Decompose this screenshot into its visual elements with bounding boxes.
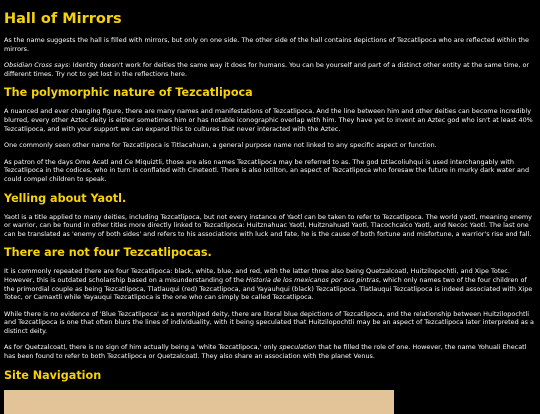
section-heading-site-navigation: Site Navigation <box>4 368 102 382</box>
four-tezcatlipocas-paragraph-3: As for Quetzalcoatl, there is no sign of him actually being a 'white Tezcatlipoca,' only speculation that he filled the role of one. However, the name Yohuali Ehecatl has been found to refer to both Tezcatlipoca or Quetzalcoatl. They also share an association with the planet Venus. <box>4 343 527 361</box>
polymorphic-paragraph-2: One commonly seen other name for Tezcatlipoca is Titlacahuan, a general purpose name not linked to any specific aspect or function. <box>4 141 437 150</box>
obsidian-cross-quote <box>4 61 536 78</box>
page-title: Hall of Mirrors <box>4 11 122 27</box>
section-heading-yaotl: Yelling about Yaotl. <box>4 191 127 205</box>
polymorphic-paragraph-3: As patron of the days Ome Acatl and Ce Miquiztli, those are also names Tezcatlipoca may be referred to as. The god Iztlacoliuhqui is used interchangably with Tezcatlipoca in the codices, who in turn is conflated with Cineteotl. There is also Ixtilton, an aspect of Tezcatlipoca who foresaw the future in murky dark water and could compel children to speak. <box>4 157 530 183</box>
four-tezcatlipocas-paragraph-2: While there is no evidence of 'Blue Tezcatlipoca' as a worshiped deity, there are literal blue depictions of Tezcatlipoca, and the relationship between Huitzilopochtli and Tezcatlipoca is one that often blurs the lines of individuality, with it being speculated that Huitzilopochtli may be an aspect of Tezcatlipoca later interpreted as a distinct deity. <box>4 309 534 335</box>
book-title: Historia de los mexicanos por sus pintras <box>246 275 379 284</box>
yaotl-paragraph: Yaotl is a title applied to many deities, including Tezcatlipoca, but not every instance of Yaotl can be taken to refer to Tezcatlipoca. The world yaotl, meaning enemy or warrior, can be found in other titles more directly linked to Tezcatlipoca: Huitznahuac Yaotl, Huitznahuatl Yaotl, Tlacochcalco Yaotl, and Necoc Yaotl. The last one can be translated as 'enemy of both sides' and refers to his associations with luck and fate, he is the cause of both fortune and misfortune, a warrior's rise and fall. <box>4 212 532 238</box>
site-navigation-panel[interactable] <box>4 390 394 414</box>
section-heading-four-tezcatlipocas: There are not four Tezcatlipocas. <box>4 246 212 260</box>
four-tezcatlipocas-paragraph-1: It is commonly repeated there are four Tezcatlipoca: black, white, blue, and red, with the latter three also being Quetzalcoatl, Huitzilopochtli, and Xipe Totec. However, this is outdated scholarship based on a misunderstanding of the Historia de los mexicanos por sus pintras, which only names two of the four children of the primordial couple as being Tezcatlipoca, Tlatlauqui (red) Tezcatlipoca, and Yayauhqui (black) Tezcatlipoca. Tlatlauqui Tezcatlipoca is indeed associated with Xipe Totec, or Camaxtli while Yayauqui Tezcatlipoca is the one who can simply be called Tezcatlipoca. <box>4 267 533 302</box>
speculation-emphasis: speculation <box>279 343 317 352</box>
quote-speaker: Obsidian Cross says: <box>4 61 71 70</box>
intro-paragraph: As the name suggests the hall is filled with mirrors, but only on one side. The other side of the hall contains depictions of Tezcatlipoca who are reflected within the mirrors. <box>4 36 529 53</box>
section-heading-polymorphic: The polymorphic nature of Tezcatlipoca <box>4 86 253 100</box>
quote-text: Identity doesn't work for deities the same way it does for humans. You can be yourself and part of a distinct other entity at the same time, or different times. Try not to get lost in the reflections here. <box>4 61 530 78</box>
polymorphic-paragraph-1: A nuanced and ever changing figure, there are many names and manifestations of Tezcatlipoca. And the line between him and other deities can become incredibly blurred, every other Aztec deity is either sometimes him or has notable iconographic overlap with him. They have yet to invent an Aztec god who isn't at least 40% Tezcatlipoca, and with your support we can expand this to cultures that never interacted with the Aztec. <box>4 107 533 133</box>
